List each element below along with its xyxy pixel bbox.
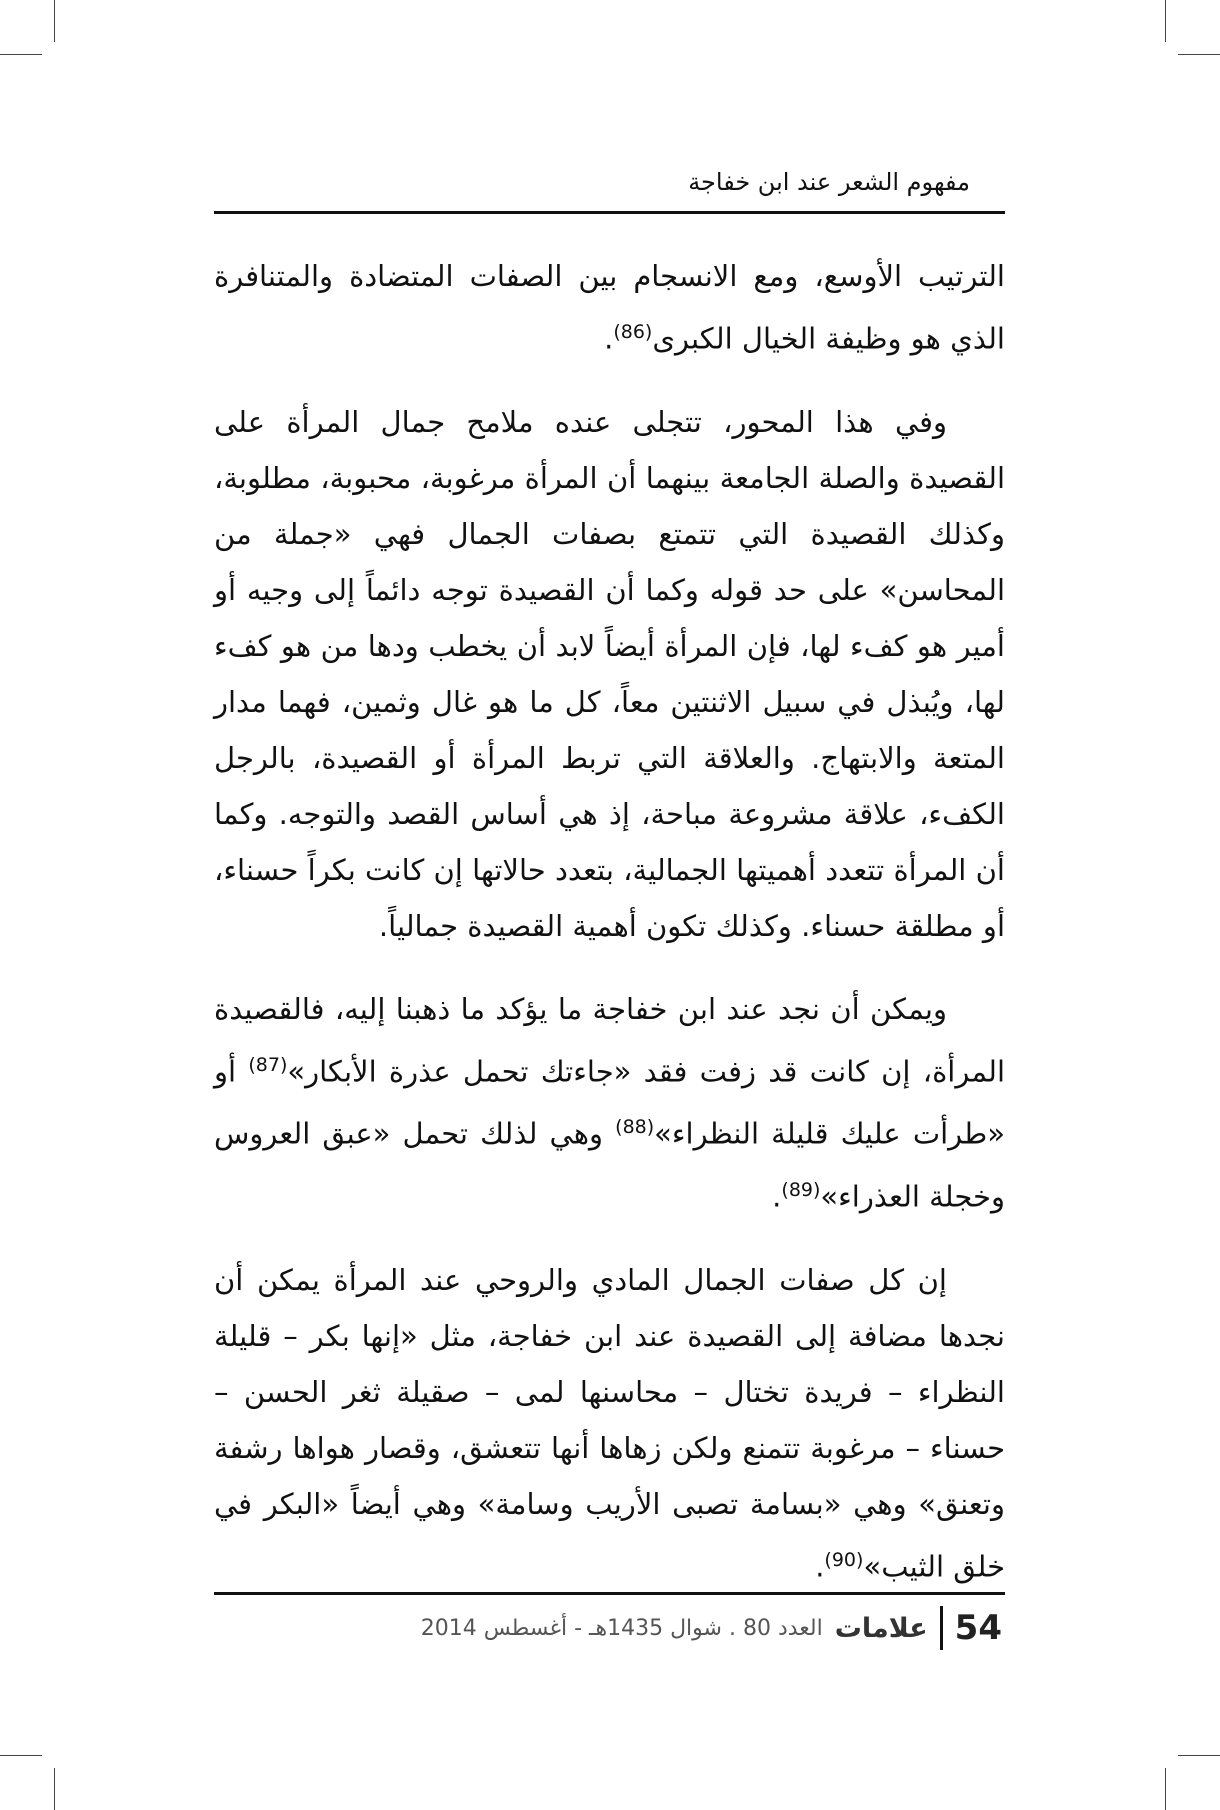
punctuation: .	[604, 321, 614, 356]
paragraph-1	[214, 248, 1005, 367]
paragraph-text: إن كل صفات الجمال المادي والروحي عند المرأة يمكن أن نجدها مضافة إلى القصيدة عند ابن خفاجة، مثل «إنها بكر – قليلة النظراء – فريدة تختال – محاسنها لمى – صقيلة ثغر الحسن – حسناء – مرغوبة تتمنع ولكن زهاها أنها تتعشق، وقصار هواها رشفة وتعنق» وهي «بسامة تصبى الأريب وسامة» وهي أيضاً «البكر في خلق الثيب»	[214, 1262, 1005, 1584]
footer-rule	[214, 1592, 1005, 1595]
footnote-ref-86[interactable]: (86)	[613, 321, 653, 343]
paragraph-4	[214, 1252, 1005, 1595]
issue-info: العدد 80 . شوال 1435هـ - أغسطس 2014	[420, 1615, 823, 1641]
punctuation: .	[815, 1549, 825, 1584]
paragraph-3	[214, 981, 1005, 1225]
footnote-ref-88[interactable]: (88)	[615, 1116, 655, 1139]
footnote-ref-89[interactable]: (89)	[781, 1178, 821, 1201]
running-header: مفهوم الشعر عند ابن خفاجة	[688, 168, 970, 196]
paragraph-text: أو «طرأت عليك قليلة النظراء»	[214, 1054, 1006, 1151]
footer-separator	[940, 1606, 943, 1650]
journal-logo: علامات	[834, 1612, 928, 1644]
punctuation: .	[772, 1179, 782, 1214]
header-rule	[214, 211, 1005, 214]
paragraph-text: وفي هذا المحور، تتجلى عنده ملامح جمال المرأة على القصيدة والصلة الجامعة بينهما أن المرأة مرغوبة، محبوبة، مطلوبة، وكذلك القصيدة التي تتمتع بصفات الجمال فهي «جملة من المحاسن» على حد قوله وكما أن القصيدة توجه دائماً إلى وجيه أو أمير هو كفء لها، فإن المرأة أيضاً لابد أن يخطب ودها من هو كفء لها، ويُبذل في سبيل الاثنتين معاً، كل ما هو غال وثمين، فهما مدار المتعة والابتهاج. والعلاقة التي تربط المرأة أو القصيدة، بالرجل الكفء، علاقة مشروعة مباحة، إذ هي أساس القصد والتوجه. وكما أن المرأة تتعدد أهميتها الجمالية، بتعدد حالاتها إن كانت بكراً حسناء، أو مطلقة حسناء. وكذلك تكون أهمية القصيدة جمالياً.	[214, 404, 1005, 943]
paragraph-text: وهي لذلك تحمل «عبق العروس وخجلة العذراء»	[214, 1116, 1005, 1214]
crop-mark	[1165, 0, 1166, 42]
paragraph-text: الترتيب الأوسع، ومع الانسجام بين الصفات المتضادة والمتنافرة الذي هو وظيفة الخيال الكبرى	[214, 259, 1005, 356]
crop-mark	[1178, 54, 1220, 55]
footnote-ref-90[interactable]: (90)	[824, 1548, 864, 1571]
crop-mark	[0, 54, 42, 55]
article-body	[214, 248, 1005, 1621]
crop-mark	[54, 0, 55, 42]
crop-mark	[1178, 1755, 1220, 1756]
page-number: 54	[954, 1608, 1002, 1648]
crop-mark	[0, 1755, 42, 1756]
crop-mark	[54, 1768, 55, 1810]
page-footer	[421, 1603, 1002, 1653]
crop-mark	[1165, 1768, 1166, 1810]
footnote-ref-87[interactable]: (87)	[248, 1053, 288, 1076]
paragraph-text: ويمكن أن نجد عند ابن خفاجة ما يؤكد ما ذهبنا إليه، فالقصيدة المرأة، إن كانت قد زفت فقد «جاءتك تحمل عذرة الأبكار»	[214, 991, 1006, 1089]
paragraph-2	[214, 394, 1005, 954]
